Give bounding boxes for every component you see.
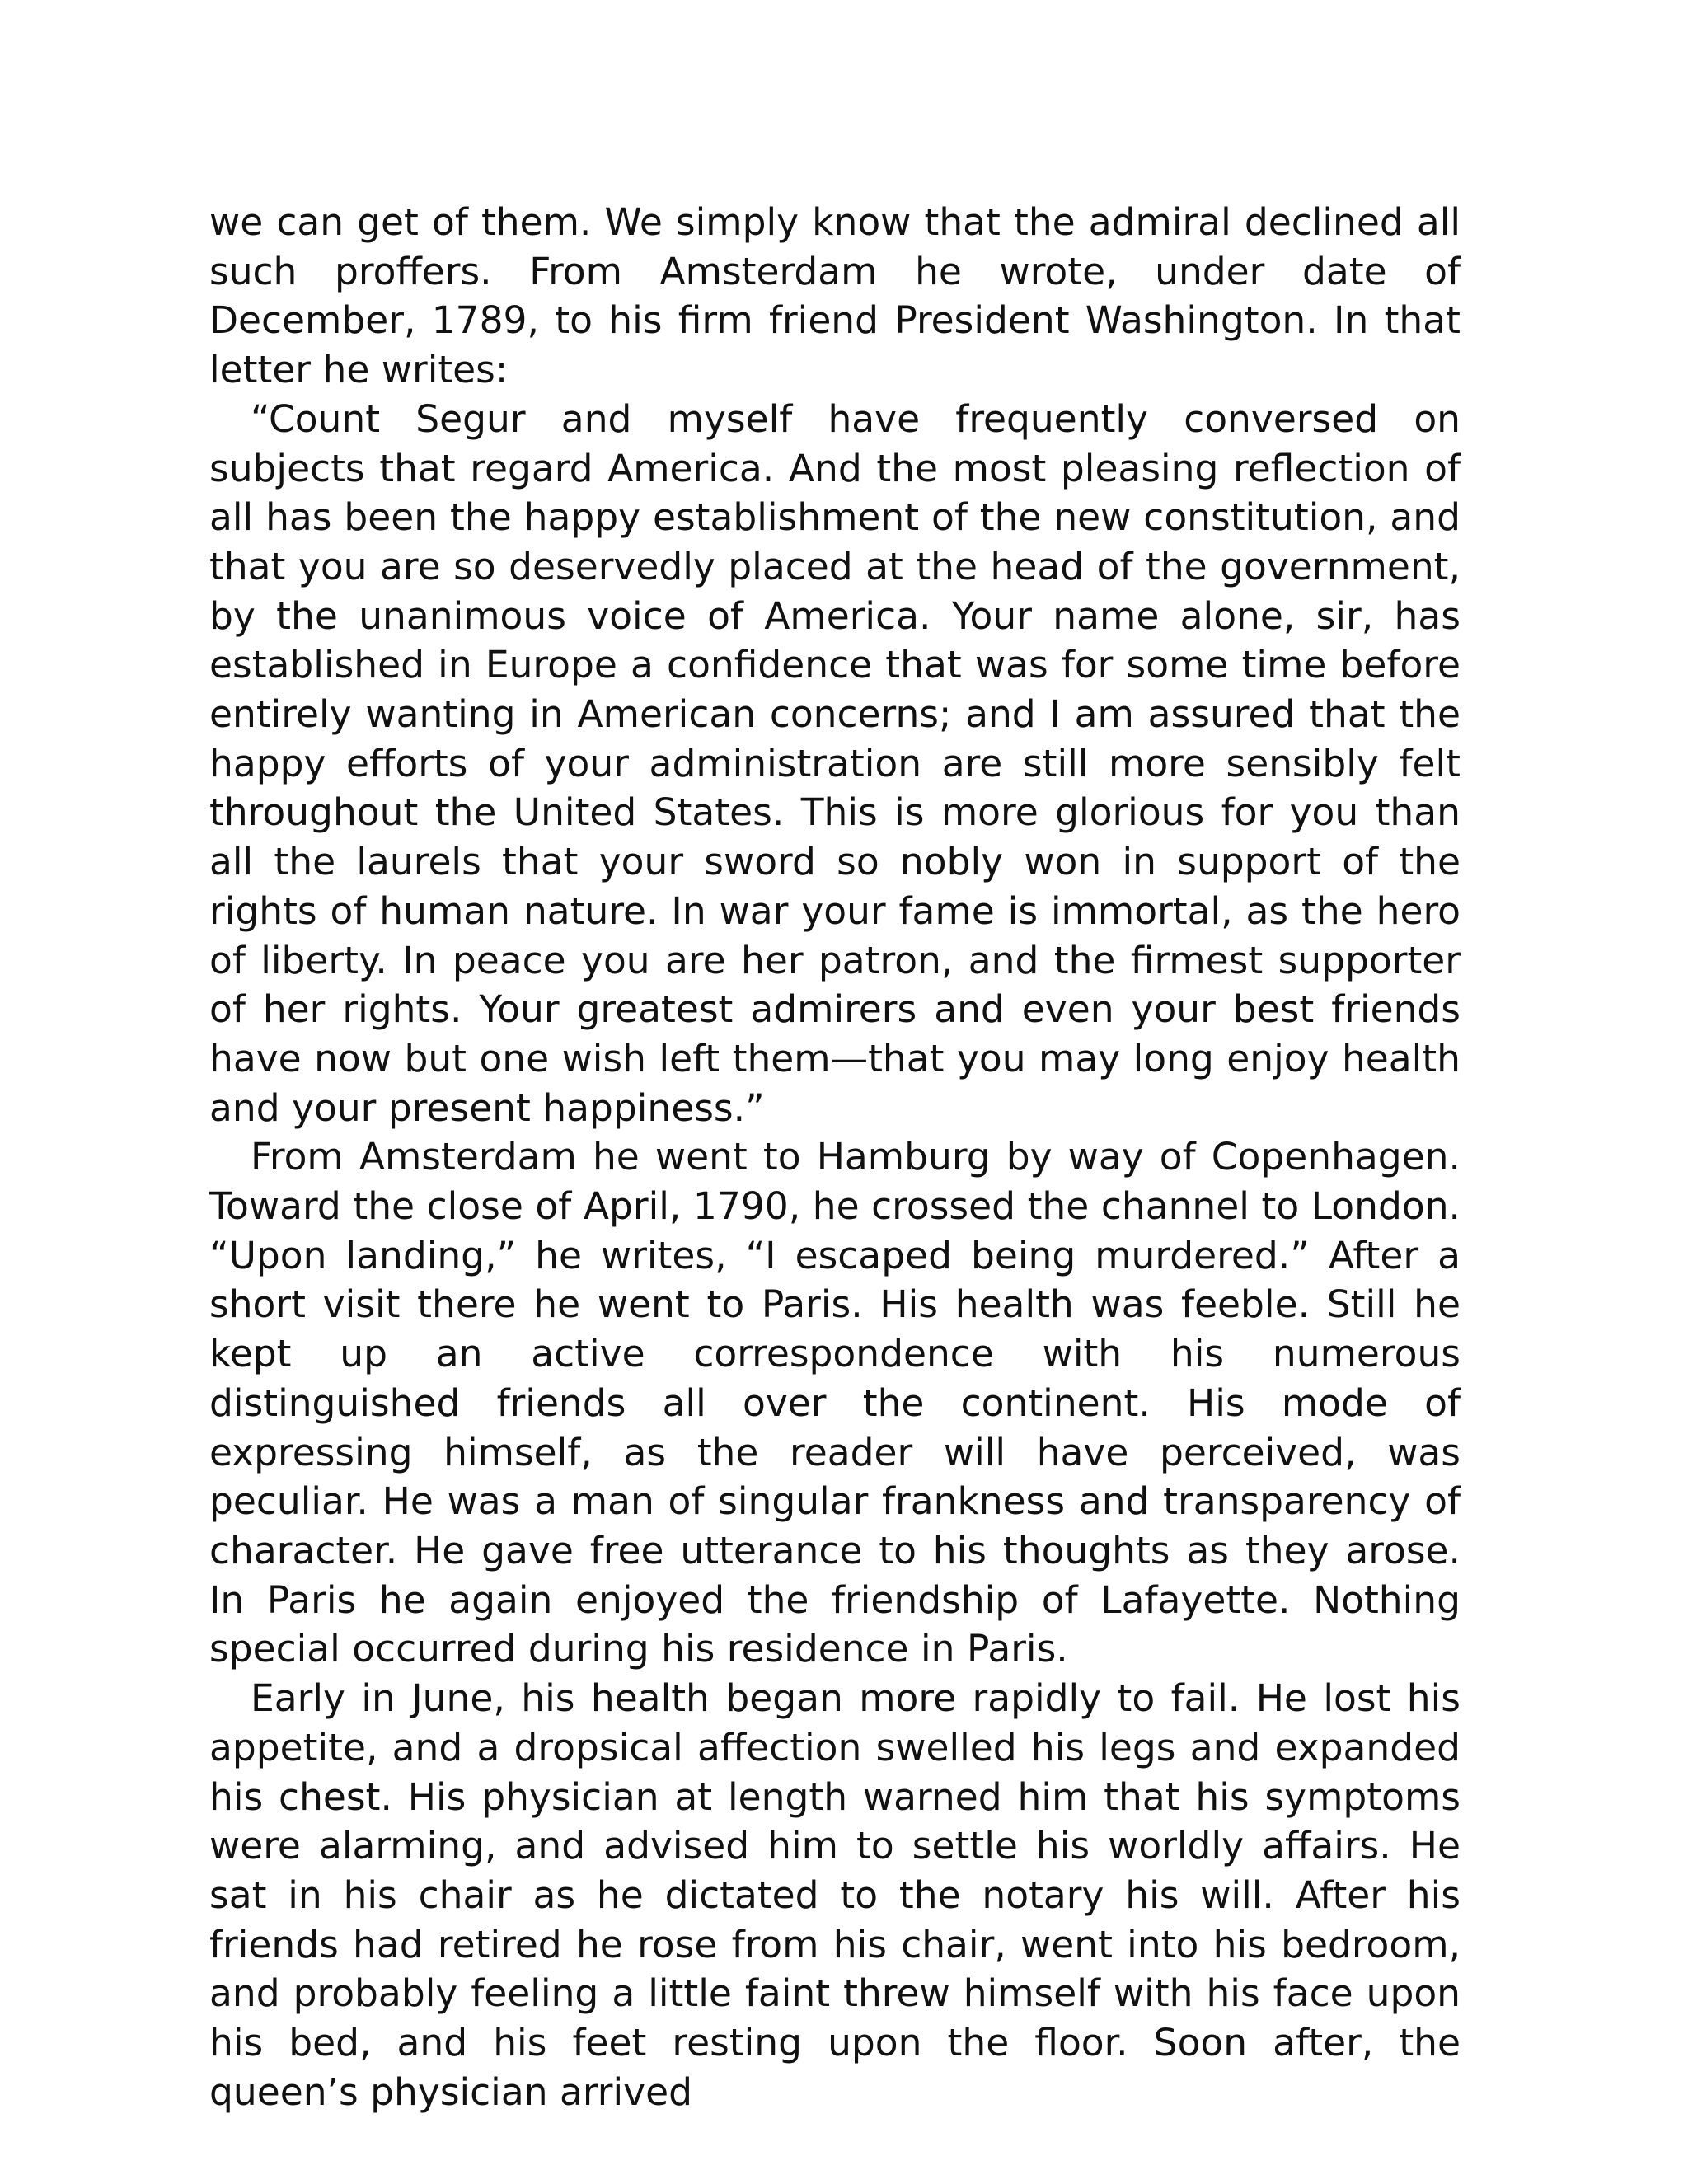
paragraph-1: we can get of them. We simply know that the admiral declined all such proffers. From Amsterdam he wrote, under date of December, 1789, to his firm friend President Washington. In that letter he writes: xyxy=(209,200,1461,392)
paragraph-2: “Count Segur and myself have frequently conversed on subjects that regard America. And the most pleasing reflection of all has been the happy establishment of the new constitution, and that you are so deservedly placed at the head of the government, by the unanimous voice of America. Your name alone, sir, has established in Europe a confidence that was for some time before entirely wanting in American concerns; and I am assured that the happy efforts of your administration are still more sensibly felt throughout the United States. This is more glorious for you than all the laurels that your sword so nobly won in support of the rights of human nature. In war your fame is immortal, as the hero of liberty. In peace you are her patron, and the firmest supporter of her rights. Your greatest admirers and even your best friends have now but one wish left them—that you may long enjoy health and your present happiness.” xyxy=(209,396,1461,1130)
paragraph-3: From Amsterdam he went to Hamburg by way of Copenhagen. Toward the close of April, 1790, he crossed the channel to London. “Upon landing,” he writes, “I escaped being murdered.” After a short visit there he went to Paris. His health was feeble. Still he kept up an active correspondence with his numerous distinguished friends all over the continent. His mode of expressing himself, as the reader will have perceived, was peculiar. He was a man of singular frankness and transparency of character. He gave free utterance to his thoughts as they arose. In Paris he again enjoyed the friendship of Lafayette. Nothing special occurred during his residence in Paris. xyxy=(209,1135,1461,1671)
paragraph-4: Early in June, his health began more rapidly to fail. He lost his appetite, and a dropsical affection swelled his legs and expanded his chest. His physician at length warned him that his symptoms were alarming, and advised him to settle his worldly affairs. He sat in his chair as he dictated to the notary his will. After his friends had retired he rose from his chair, went into his bedroom, and probably feeling a little faint threw himself with his face upon his bed, and his feet resting upon the floor. Soon after, the queen’s physician arrived xyxy=(209,1676,1461,2114)
body-text xyxy=(209,198,1461,2116)
